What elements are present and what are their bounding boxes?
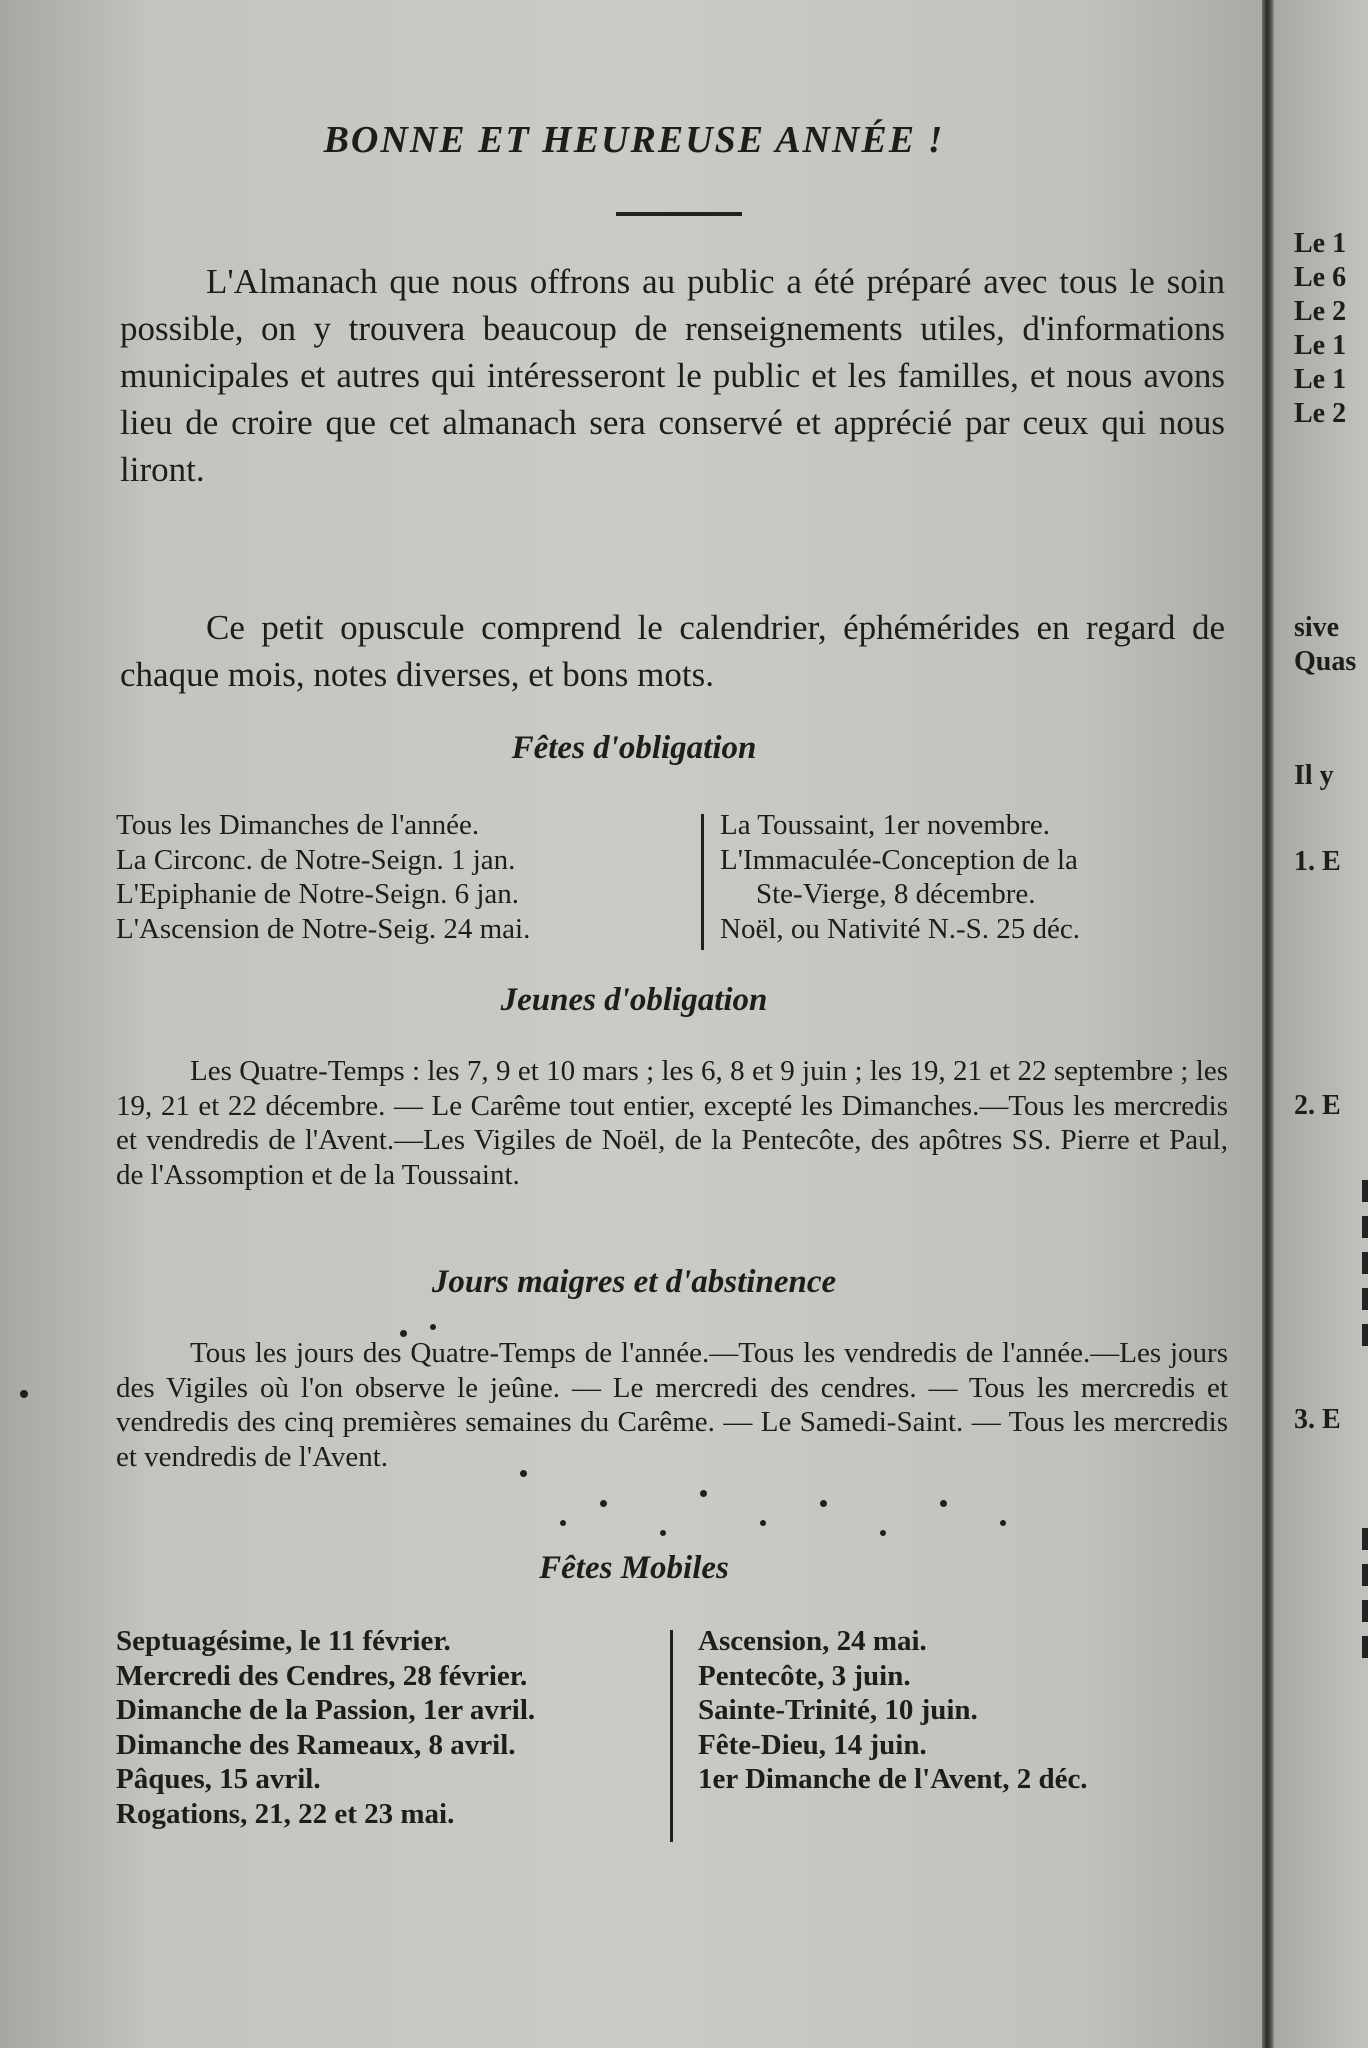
fetes-obligation-left-item: L'Ascension de Notre-Seig. 24 mai. [116,912,531,945]
fetes-obligation-right-item: L'Immaculée-Conception de la [720,843,1078,876]
fetes-obligation-right-item: Ste-Vierge, 8 décembre. [756,878,1036,910]
fetes-mobiles-left-item: Dimanche des Rameaux, 8 avril. [116,1728,516,1761]
adjacent-line: 3. E [1294,1404,1341,1435]
jeunes-obligation-heading: Jeunes d'obligation [500,982,768,1018]
fetes-obligation-right-item: La Toussaint, 1er novembre. [720,809,1051,841]
column-divider [670,1630,673,1842]
fetes-obligation-left-item: L'Epiphanie de Notre-Seign. 6 jan. [116,878,520,910]
fetes-obligation-left-item: Tous les Dimanches de l'année. [116,809,480,841]
fetes-mobiles-right-item: Fête-Dieu, 14 juin. [698,1728,927,1761]
adjacent-line: 2. E [1294,1090,1341,1121]
jours-maigres-heading: Jours maigres et d'abstinence [431,1264,837,1300]
adjacent-line: Le 1 [1294,364,1347,395]
title-rule [616,212,742,216]
adjacent-line: Le 1 [1294,228,1347,259]
fetes-mobiles-right-item: Pentecôte, 3 juin. [698,1659,911,1692]
adjacent-line: Il y [1294,760,1334,791]
jours-maigres-text: Tous les jours des Quatre-Temps de l'année.—Tous les vendredis de l'année.—Les jours des Vigiles où l'on observe le jeûne. — Le mercredi des cendres. — Tous les mercredis et vendredis des cinq premières semaines du Carême. — Le Samedi-Saint. — Tous les mercredis et vendredis de l'Avent. [116,1337,1228,1473]
fetes-mobiles-left-item: Dimanche de la Passion, 1er avril. [116,1694,536,1726]
fetes-mobiles-list [116,1624,1228,1844]
fetes-mobiles-heading: Fêtes Mobiles [539,1550,729,1586]
adjacent-line: 1. E [1294,846,1341,877]
intro-paragraph-2: Ce petit opuscule comprend le calendrier, éphémérides en regard de chaque mois, notes diverses, et bons mots. [120,608,1225,694]
book-gutter [1262,0,1274,2048]
column-divider [701,814,704,950]
fetes-mobiles-left-item: Rogations, 21, 22 et 23 mai. [116,1797,455,1830]
adjacent-line: Quas [1294,646,1357,677]
intro-paragraph-1: L'Almanach que nous offrons au public a été préparé avec tous le soin possible, on y trouvera beaucoup de renseignements utiles, d'informations municipales et autres qui intéresseront le public et les familles, et nous avons lieu de croire que cet almanach sera conservé et apprécié par ceux qui nous liront. [120,262,1225,489]
fetes-mobiles-right-item: Sainte-Trinité, 10 juin. [698,1694,978,1726]
fetes-mobiles-right-item: Ascension, 24 mai. [698,1625,927,1657]
fetes-mobiles-right-item: 1er Dimanche de l'Avent, 2 déc. [698,1763,1088,1795]
fetes-obligation-list [116,808,1228,958]
adjacent-line: Le 2 [1294,398,1347,429]
fetes-obligation-heading: Fêtes d'obligation [511,730,757,766]
fetes-obligation-right-item: Noël, ou Nativité N.-S. 25 déc. [720,912,1081,945]
fetes-mobiles-left-item: Pâques, 15 avril. [116,1763,321,1795]
adjacent-line: Le 6 [1294,262,1347,293]
adjacent-page [1274,0,1368,2048]
adjacent-line: sive [1294,612,1340,643]
fetes-mobiles-left-item: Septuagésime, le 11 février. [116,1625,451,1657]
jeunes-obligation-text: Les Quatre-Temps : les 7, 9 et 10 mars ; les 6, 8 et 9 juin ; les 19, 21 et 22 septembre ; les 19, 21 et 22 décembre. — Le Carême tout entier, excepté les Dimanches.—Tous les mercredis et vendredis de l'Avent.—Les Vigiles de Noël, de la Pentecôte, des apôtres SS. Pierre et Paul, de l'Assomption et de la Toussaint. [116,1055,1228,1191]
fetes-obligation-left-item: La Circonc. de Notre-Seign. 1 jan. [116,843,516,876]
adjacent-line: Le 1 [1294,330,1347,361]
adjacent-line: Le 2 [1294,296,1347,327]
fetes-mobiles-left-item: Mercredi des Cendres, 28 février. [116,1659,528,1692]
page-title: BONNE ET HEUREUSE ANNÉE ! [323,119,945,161]
